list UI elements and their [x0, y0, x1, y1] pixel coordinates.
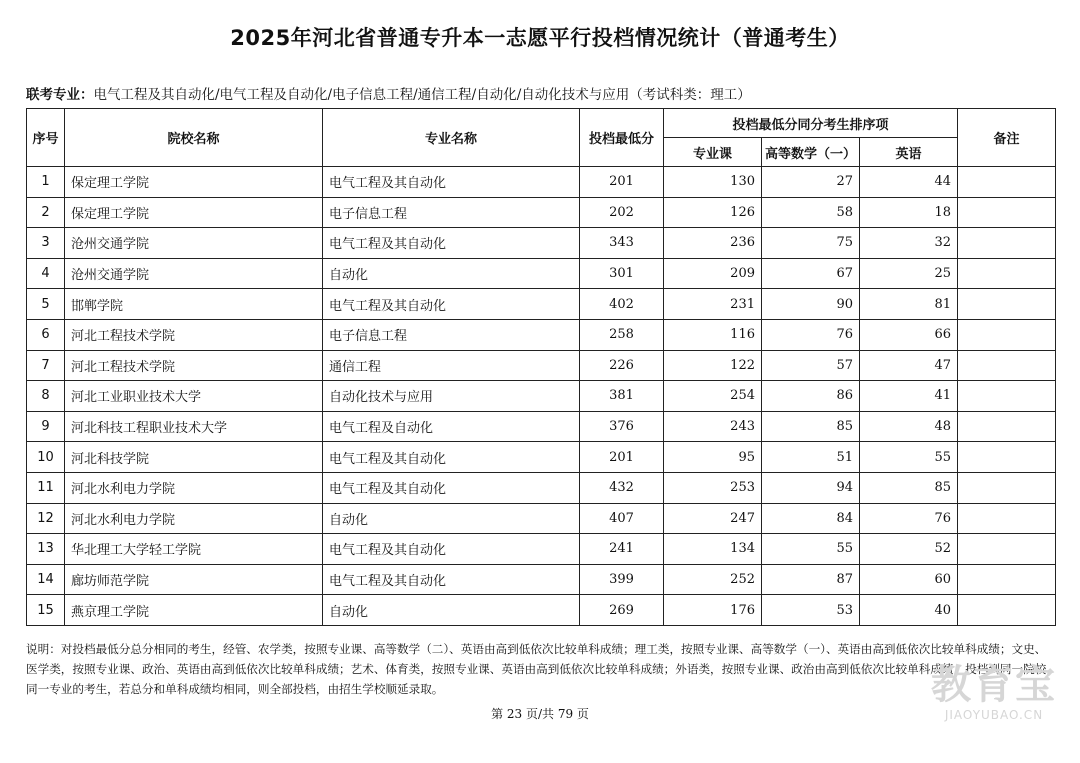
header-tie-group: 投档最低分同分考生排序项 [664, 109, 958, 138]
cell-professional: 247 [664, 503, 762, 534]
cell-min-score: 381 [580, 381, 664, 412]
cell-math: 67 [762, 258, 860, 289]
cell-english: 47 [860, 350, 958, 381]
cell-professional: 243 [664, 411, 762, 442]
cell-professional: 252 [664, 564, 762, 595]
cell-math: 86 [762, 381, 860, 412]
cell-remarks [958, 564, 1056, 595]
cell-remarks [958, 411, 1056, 442]
cell-min-score: 407 [580, 503, 664, 534]
cell-school: 沧州交通学院 [65, 258, 323, 289]
table-row [27, 442, 1056, 473]
exam-majors-label: 联考专业： [26, 87, 94, 103]
cell-min-score: 343 [580, 228, 664, 259]
header-index: 序号 [27, 109, 65, 167]
header-english: 英语 [860, 138, 958, 167]
cell-remarks [958, 258, 1056, 289]
cell-math: 55 [762, 534, 860, 565]
cell-min-score: 258 [580, 319, 664, 350]
cell-math: 75 [762, 228, 860, 259]
cell-professional: 209 [664, 258, 762, 289]
cell-index: 14 [27, 564, 65, 595]
cell-index: 1 [27, 167, 65, 198]
cell-english: 66 [860, 319, 958, 350]
cell-school: 河北工业职业技术大学 [65, 381, 323, 412]
cell-remarks [958, 319, 1056, 350]
cell-english: 52 [860, 534, 958, 565]
cell-math: 87 [762, 564, 860, 595]
cell-min-score: 301 [580, 258, 664, 289]
cell-remarks [958, 595, 1056, 626]
table-row [27, 595, 1056, 626]
cell-min-score: 241 [580, 534, 664, 565]
cell-major: 电气工程及其自动化 [323, 472, 580, 503]
cell-english: 85 [860, 472, 958, 503]
watermark-logo [924, 662, 1064, 744]
cell-school: 邯郸学院 [65, 289, 323, 320]
cell-index: 10 [27, 442, 65, 473]
cell-school: 华北理工大学轻工学院 [65, 534, 323, 565]
cell-min-score: 202 [580, 197, 664, 228]
cell-english: 41 [860, 381, 958, 412]
cell-professional: 122 [664, 350, 762, 381]
cell-math: 57 [762, 350, 860, 381]
cell-school: 河北科技学院 [65, 442, 323, 473]
table-row [27, 197, 1056, 228]
page-number: 第 23 页/共 79 页 [491, 707, 589, 721]
cell-professional: 130 [664, 167, 762, 198]
cell-professional: 236 [664, 228, 762, 259]
admission-table [26, 108, 1056, 626]
cell-professional: 95 [664, 442, 762, 473]
cell-major: 自动化 [323, 503, 580, 534]
cell-school: 保定理工学院 [65, 197, 323, 228]
cell-english: 76 [860, 503, 958, 534]
cell-math: 90 [762, 289, 860, 320]
cell-school: 河北水利电力学院 [65, 503, 323, 534]
cell-min-score: 201 [580, 167, 664, 198]
explanation-note: 说明：对投档最低分总分相同的考生，经管、农学类，按照专业课、高等数学（二）、英语由高到低依次比较单科成绩；理工类，按照专业课、高等数学（一）、英语由高到低依次比较单科成绩；文史、医学类，按照专业课、政治、英语由高到低依次比较单科成绩；艺术、体育类，按照专业课、英语由高到低依次比较单科成绩；外语类，按照专业课、政治由高到低依次比较单科成绩；投档到同一院校同一专业的考生，若总分和单科成绩均相同，则全部投档，由招生学校顺延录取。 [26, 642, 1047, 696]
cell-min-score: 201 [580, 442, 664, 473]
cell-english: 48 [860, 411, 958, 442]
table-row [27, 534, 1056, 565]
cell-math: 76 [762, 319, 860, 350]
header-min-score: 投档最低分 [580, 109, 664, 167]
cell-min-score: 432 [580, 472, 664, 503]
cell-major: 电气工程及其自动化 [323, 228, 580, 259]
cell-remarks [958, 197, 1056, 228]
cell-major: 电气工程及其自动化 [323, 289, 580, 320]
cell-school: 燕京理工学院 [65, 595, 323, 626]
cell-index: 4 [27, 258, 65, 289]
header-math: 高等数学（一） [762, 138, 860, 167]
cell-major: 通信工程 [323, 350, 580, 381]
cell-english: 81 [860, 289, 958, 320]
cell-math: 51 [762, 442, 860, 473]
cell-english: 32 [860, 228, 958, 259]
cell-math: 58 [762, 197, 860, 228]
table-row [27, 350, 1056, 381]
table-row [27, 472, 1056, 503]
cell-major: 电气工程及自动化 [323, 411, 580, 442]
cell-major: 电子信息工程 [323, 197, 580, 228]
cell-major: 自动化技术与应用 [323, 381, 580, 412]
cell-remarks [958, 503, 1056, 534]
exam-majors-line [26, 83, 751, 103]
cell-english: 60 [860, 564, 958, 595]
cell-english: 40 [860, 595, 958, 626]
cell-remarks [958, 167, 1056, 198]
table-row [27, 564, 1056, 595]
table-row [27, 289, 1056, 320]
cell-index: 2 [27, 197, 65, 228]
cell-major: 电气工程及其自动化 [323, 167, 580, 198]
cell-min-score: 402 [580, 289, 664, 320]
cell-index: 7 [27, 350, 65, 381]
cell-english: 55 [860, 442, 958, 473]
cell-min-score: 269 [580, 595, 664, 626]
watermark-url: JIAOYUBAO.CN [944, 708, 1044, 722]
table-row [27, 381, 1056, 412]
table-row [27, 167, 1056, 198]
page-title: 2025年河北省普通专升本一志愿平行投档情况统计（普通考生） [230, 26, 850, 50]
cell-major: 电气工程及其自动化 [323, 534, 580, 565]
watermark-main: 教育宝 [931, 662, 1057, 708]
header-school: 院校名称 [65, 109, 323, 167]
cell-major: 电气工程及其自动化 [323, 564, 580, 595]
cell-index: 9 [27, 411, 65, 442]
cell-remarks [958, 381, 1056, 412]
exam-majors-value: 电气工程及其自动化/电气工程及自动化/电子信息工程/通信工程/自动化/自动化技术与应用（考试科类：理工） [93, 87, 751, 103]
cell-major: 电气工程及其自动化 [323, 442, 580, 473]
cell-remarks [958, 289, 1056, 320]
cell-index: 6 [27, 319, 65, 350]
cell-school: 河北水利电力学院 [65, 472, 323, 503]
cell-remarks [958, 472, 1056, 503]
cell-english: 44 [860, 167, 958, 198]
header-major: 专业名称 [323, 109, 580, 167]
header-professional: 专业课 [664, 138, 762, 167]
cell-index: 8 [27, 381, 65, 412]
table-row [27, 258, 1056, 289]
cell-professional: 134 [664, 534, 762, 565]
table-row [27, 503, 1056, 534]
cell-professional: 116 [664, 319, 762, 350]
cell-remarks [958, 350, 1056, 381]
cell-index: 13 [27, 534, 65, 565]
cell-professional: 253 [664, 472, 762, 503]
cell-english: 25 [860, 258, 958, 289]
table-row [27, 228, 1056, 259]
cell-math: 53 [762, 595, 860, 626]
cell-remarks [958, 534, 1056, 565]
cell-index: 12 [27, 503, 65, 534]
cell-school: 保定理工学院 [65, 167, 323, 198]
cell-math: 27 [762, 167, 860, 198]
cell-school: 沧州交通学院 [65, 228, 323, 259]
cell-professional: 176 [664, 595, 762, 626]
cell-index: 3 [27, 228, 65, 259]
cell-english: 18 [860, 197, 958, 228]
cell-professional: 231 [664, 289, 762, 320]
cell-math: 85 [762, 411, 860, 442]
cell-school: 河北工程技术学院 [65, 319, 323, 350]
cell-school: 廊坊师范学院 [65, 564, 323, 595]
cell-min-score: 376 [580, 411, 664, 442]
cell-major: 自动化 [323, 258, 580, 289]
cell-major: 电子信息工程 [323, 319, 580, 350]
cell-remarks [958, 442, 1056, 473]
cell-professional: 254 [664, 381, 762, 412]
header-remarks: 备注 [958, 109, 1056, 167]
cell-school: 河北科技工程职业技术大学 [65, 411, 323, 442]
cell-index: 15 [27, 595, 65, 626]
cell-school: 河北工程技术学院 [65, 350, 323, 381]
cell-min-score: 399 [580, 564, 664, 595]
cell-math: 94 [762, 472, 860, 503]
table-row [27, 411, 1056, 442]
table-row [27, 319, 1056, 350]
cell-index: 5 [27, 289, 65, 320]
cell-remarks [958, 228, 1056, 259]
cell-major: 自动化 [323, 595, 580, 626]
cell-math: 84 [762, 503, 860, 534]
cell-index: 11 [27, 472, 65, 503]
cell-min-score: 226 [580, 350, 664, 381]
table-body [27, 167, 1056, 626]
cell-professional: 126 [664, 197, 762, 228]
